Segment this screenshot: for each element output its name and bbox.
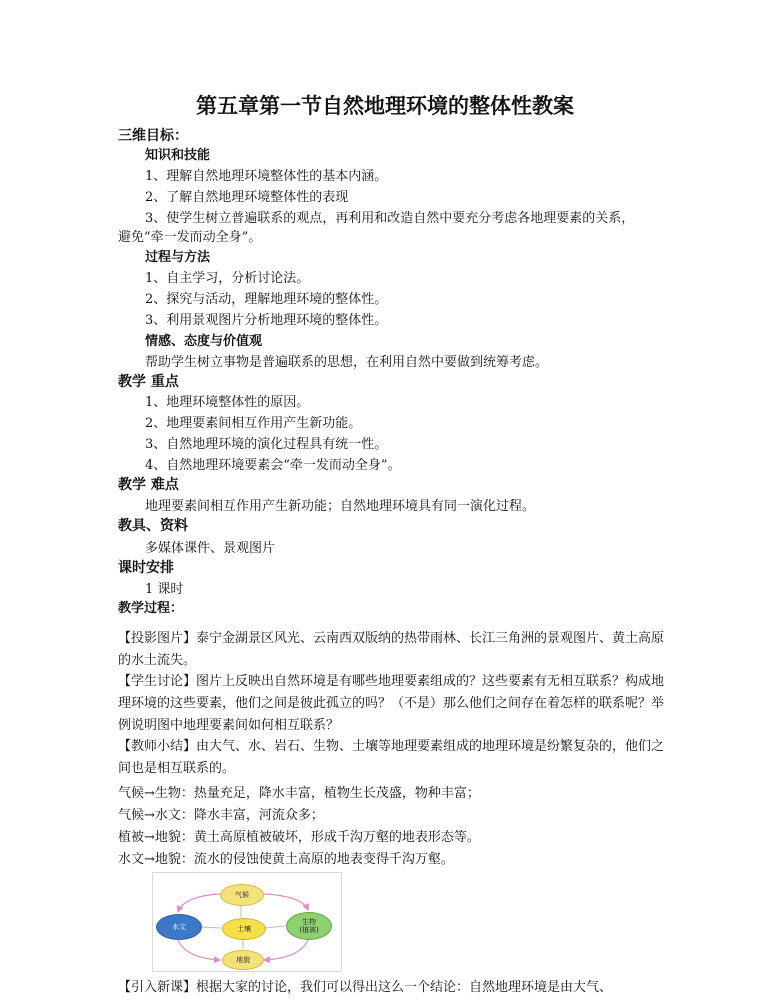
node-climate: 气候 [220,884,264,906]
link-soil-bio [265,926,285,928]
relation-climate-bio: 气候→生物：热量充足，降水丰富，植物生长茂盛，物种丰富； [118,786,480,801]
paragraph-projection: 【投影图片】泰宁金湖景区风光、云南西双版纳的热带雨林、长江三角洲的景观图片、黄土高原的水土流失。 [118,631,665,668]
arrow-climate-bio [264,894,308,910]
materials-heading: 教具、资料 [118,518,188,534]
link-water-soil [202,927,221,928]
paragraph-discussion: 【学生讨论】图片上反映出自然环境是有哪些地理要素组成的？这些要素有无相互联系？构成地理环境的这些要素，他们之间是彼此孤立的吗？（不是）那么他们之间存在着怎样的联系呢？举例说明图中地理要素间如何相互联系？ [118,674,665,733]
schedule-heading: 课时安排 [118,560,174,576]
node-biology-label: 生物 (植被) [299,918,319,934]
relation-vegetation-landform: 植被→地貌：黄土高原植被破坏，形成千沟万壑的地表形态等。 [118,830,480,845]
objectives-heading: 三维目标： [118,128,188,144]
node-water: 水文 [156,914,202,940]
geography-elements-diagram [152,872,342,972]
schedule-text: 1 课时 [145,582,184,597]
relation-climate-water: 气候→水文：降水丰富，河流众多； [118,808,324,823]
key-point-3: 3、自然地理环境的演化过程具有统一性。 [145,437,388,452]
relation-water-landform: 水文→地貌：流水的侵蚀使黄土高原的地表变得千沟万壑。 [118,852,454,867]
page-title: 第五章第一节自然地理环境的整体性教案 [196,93,574,118]
knowledge-item-2: 2、了解自然地理环境整体性的表现 [145,190,349,205]
paragraph-summary: 【教师小结】由大气、水、岩石、生物、土壤等地理要素组成的地理环境是纷繁复杂的，他们之间也是相互联系的。 [118,739,665,776]
process-item-1: 1、自主学习，分析讨论法。 [145,271,310,286]
difficulties-heading: 教学 难点 [118,477,179,493]
key-point-4: 4、自然地理环境要素会“牵一发而动全身”。 [145,458,401,473]
knowledge-heading: 知识和技能 [145,148,211,163]
emotion-heading: 情感、态度与价值观 [145,334,263,349]
arrow-climate-water [178,894,220,912]
difficulties-text: 地理要素间相互作用产生新功能；自然地理环境具有同一演化过程。 [145,499,536,514]
key-point-1: 1、地理环境整体性的原因。 [145,395,310,410]
knowledge-item-1: 1、理解自然地理环境整体性的基本内涵。 [145,169,388,184]
materials-text: 多媒体课件、景观图片 [145,541,276,556]
arrow-water-land [178,940,220,960]
node-landform: 地貌 [222,950,264,970]
process-item-2: 2、探究与活动，理解地理环境的整体性。 [145,292,388,307]
node-biology [286,912,332,940]
arrow-bio-land [264,940,308,960]
paragraph-intro-new-lesson: 【引入新课】根据大家的讨论，我们可以得出这么一个结论：自然地理环境是由大气、 [118,980,613,995]
knowledge-item-3-cont: 避免“牵一发而动全身”。 [118,230,262,245]
process-item-3: 3、利用景观图片分析地理环境的整体性。 [145,313,388,328]
process-section-heading: 教学过程： [118,601,184,616]
key-points-heading: 教学 重点 [118,374,179,390]
emotion-text: 帮助学生树立事物是普遍联系的思想，在利用自然中要做到统筹考虑。 [145,355,549,370]
knowledge-item-3: 3、使学生树立普遍联系的观点，再利用和改造自然中要充分考虑各地理要素的关系， [145,211,635,226]
node-soil: 土壤 [222,918,266,940]
process-heading: 过程与方法 [145,250,211,265]
key-point-2: 2、地理要素间相互作用产生新功能。 [145,416,362,431]
